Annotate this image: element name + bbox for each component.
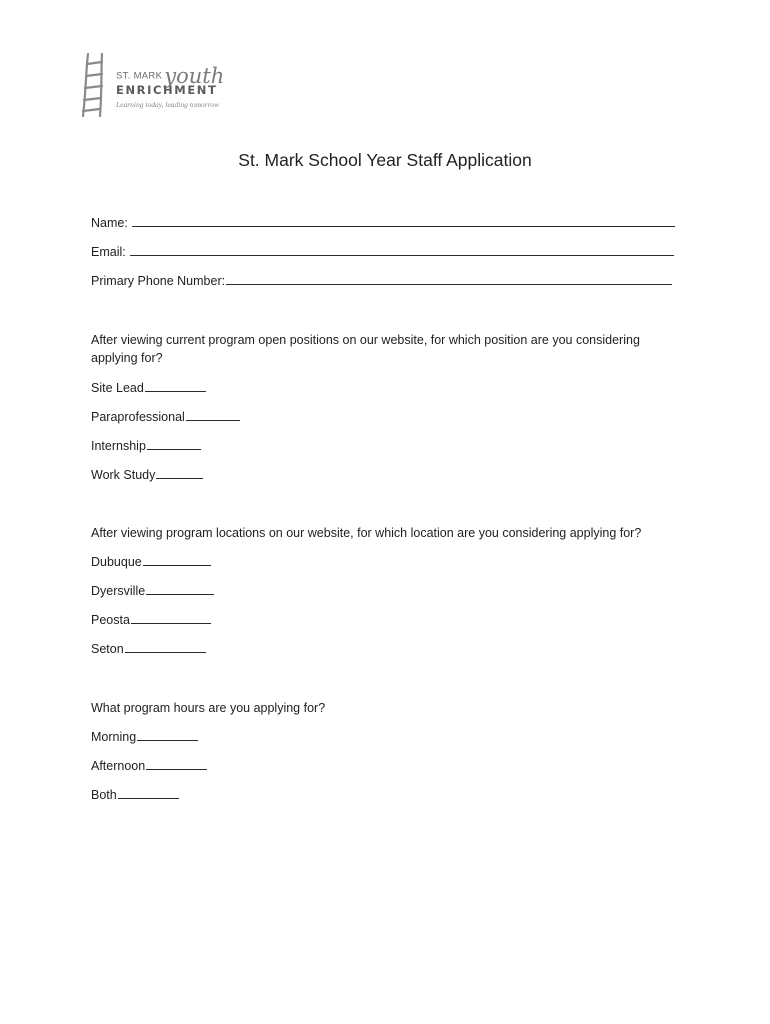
logo-st-mark-text: ST. MARK bbox=[116, 70, 163, 82]
option-row bbox=[91, 582, 214, 600]
st-mark-logo bbox=[80, 50, 240, 120]
internship-field[interactable] bbox=[147, 437, 201, 450]
both-field[interactable] bbox=[118, 786, 179, 799]
option-label: Work Study bbox=[91, 468, 156, 482]
option-row bbox=[91, 466, 203, 484]
option-label: Morning bbox=[91, 730, 137, 744]
option-label: Internship bbox=[91, 439, 146, 453]
email-field[interactable] bbox=[130, 243, 674, 256]
work-study-field[interactable] bbox=[156, 466, 203, 479]
option-row bbox=[91, 379, 206, 397]
option-row bbox=[91, 728, 198, 746]
option-row bbox=[91, 611, 211, 629]
locations-question: After viewing program locations on our website, for which location are you considering applying for? bbox=[91, 526, 642, 540]
option-label: Site Lead bbox=[91, 381, 144, 395]
logo-youth-text: youth bbox=[164, 64, 225, 88]
positions-question: After viewing current program open positions on our website, for which position are you considering applying for? bbox=[91, 333, 640, 365]
dubuque-field[interactable] bbox=[143, 553, 211, 566]
option-row bbox=[91, 437, 201, 455]
email-field-row bbox=[91, 243, 674, 261]
dyersville-field[interactable] bbox=[146, 582, 214, 595]
option-label: Afternoon bbox=[91, 759, 146, 773]
paraprofessional-field[interactable] bbox=[186, 408, 240, 421]
name-field[interactable] bbox=[132, 214, 675, 227]
afternoon-field[interactable] bbox=[146, 757, 207, 770]
ladder-icon bbox=[80, 50, 114, 120]
phone-field[interactable] bbox=[226, 272, 672, 285]
phone-label: Primary Phone Number: bbox=[91, 274, 226, 288]
option-label: Both bbox=[91, 788, 117, 802]
option-row bbox=[91, 786, 179, 804]
name-field-row bbox=[91, 214, 675, 232]
hours-question: What program hours are you applying for? bbox=[91, 701, 326, 715]
morning-field[interactable] bbox=[137, 728, 198, 741]
option-row bbox=[91, 757, 207, 775]
logo-tagline: Learning today, leading tomorrow bbox=[116, 100, 220, 109]
peosta-field[interactable] bbox=[131, 611, 211, 624]
option-row bbox=[91, 553, 211, 571]
page-title: St. Mark School Year Staff Application bbox=[238, 150, 532, 170]
option-row bbox=[91, 408, 240, 426]
seton-field[interactable] bbox=[125, 640, 206, 653]
site-lead-field[interactable] bbox=[145, 379, 206, 392]
option-label: Paraprofessional bbox=[91, 410, 185, 424]
option-row bbox=[91, 640, 206, 658]
option-label: Seton bbox=[91, 642, 124, 656]
option-label: Peosta bbox=[91, 613, 130, 627]
name-label: Name: bbox=[91, 216, 128, 230]
logo-enrichment-text: ENRICHMENT bbox=[116, 83, 218, 97]
email-label: Email: bbox=[91, 245, 126, 259]
option-label: Dyersville bbox=[91, 584, 146, 598]
phone-field-row bbox=[91, 272, 672, 290]
option-label: Dubuque bbox=[91, 555, 142, 569]
